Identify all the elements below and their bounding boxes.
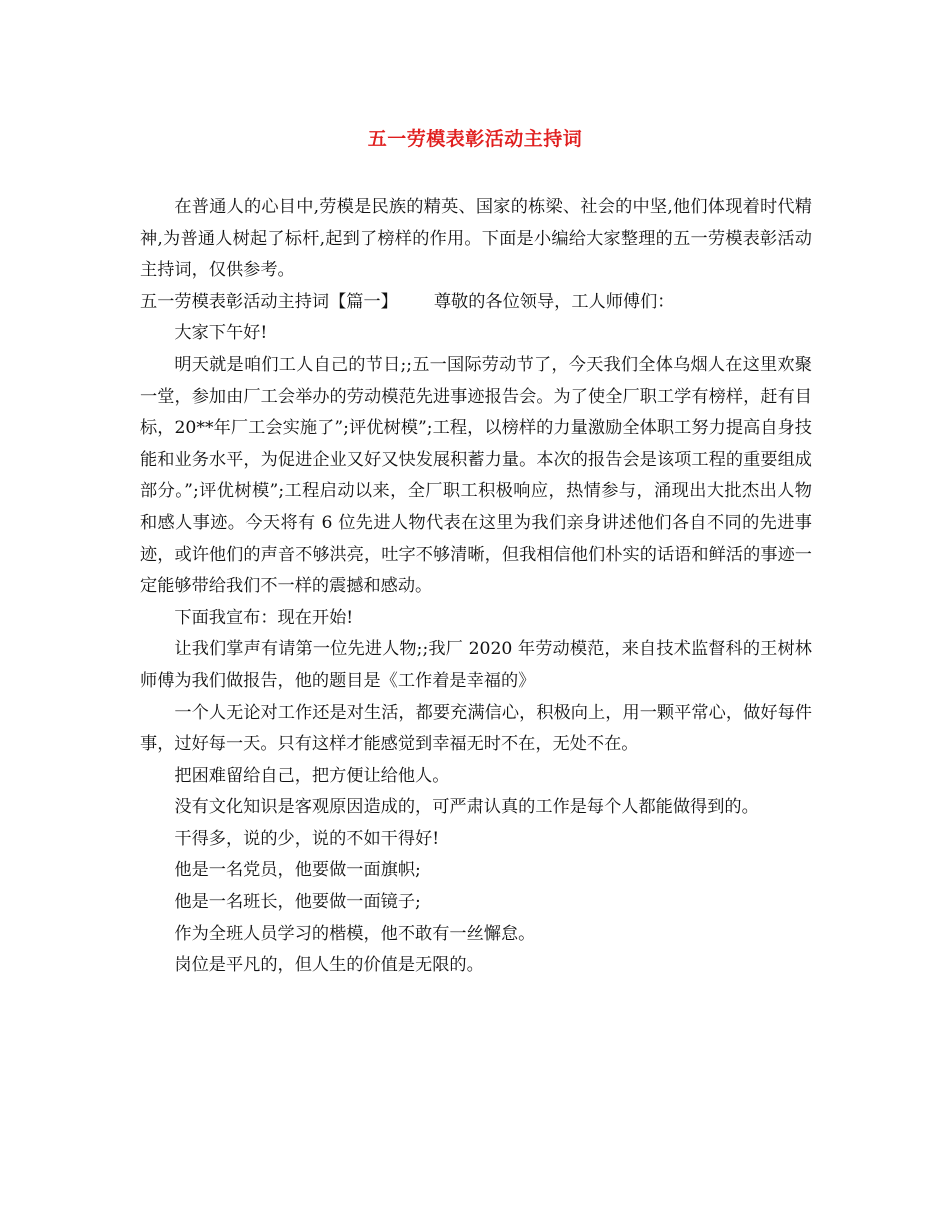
body-paragraph: 让我们掌声有请第一位先进人物;;我厂 2020 年劳动模范，来自技术监督科的王树林师傅为我们做报告，他的题目是《工作着是幸福的》 [140, 639, 812, 691]
document-body [140, 192, 812, 982]
body-paragraph: 一个人无论对工作还是对生活，都要充满信心，积极向上，用一颗平常心，做好每件事，过好每一天。只有这样才能感觉到幸福无时不在，无处不在。 [140, 702, 812, 755]
intro-paragraph: 在普通人的心目中,劳模是民族的精英、国家的栋梁、社会的中坚,他们体现着时代精神,为普通人树起了标杆,起到了榜样的作用。下面是小编给大家整理的五一劳模表彰活动主持词，仅供参考。 [140, 197, 812, 281]
body-paragraph: 他是一名班长，他要做一面镜子; [174, 892, 421, 913]
body-paragraph: 岗位是平凡的，但人生的价值是无限的。 [174, 955, 484, 976]
body-paragraph: 作为全班人员学习的楷模，他不敢有一丝懈怠。 [174, 923, 536, 944]
body-paragraph: 没有文化知识是客观原因造成的，可严肃认真的工作是每个人都能做得到的。 [174, 797, 759, 818]
body-paragraph: 把困难留给自己，把方便让给他人。 [174, 765, 450, 786]
greeting-paragraph: 大家下午好! [174, 323, 268, 344]
body-paragraph: 干得多，说的少，说的不如干得好! [174, 828, 440, 849]
section-heading-line [140, 287, 812, 319]
section-heading: 五一劳模表彰活动主持词【篇一】 [140, 291, 398, 312]
body-paragraph: 下面我宣布：现在开始! [174, 607, 354, 628]
body-paragraph: 明天就是咱们工人自己的节日;;五一国际劳动节了，今天我们全体乌烟人在这里欢聚一堂，参加由厂工会举办的劳动模范先进事迹报告会。为了使全厂职工学有榜样，赶有目标，20**年厂工会实施了”;评优树模”;工程，以榜样的力量激励全体职工努力提高自身技能和业务水平，为促进企业又好又快发展积蓄力量。本次的报告会是该项工程的重要组成部分。”;评优树模”;工程启动以来，全厂职工积极响应，热情参与，涌现出大批杰出人物和感人事迹。今天将有 6 位先进人物代表在这里为我们亲身讲述他们各自不同的先进事迹，或许他们的声音不够洪亮，吐字不够清晰，但我相信他们朴实的话语和鲜活的事迹一定能够带给我们不一样的震撼和感动。 [140, 354, 812, 597]
salutation: 尊敬的各位领导，工人师傅们： [433, 291, 675, 312]
body-paragraph: 他是一名党员，他要做一面旗帜; [174, 860, 421, 881]
document-title: 五一劳模表彰活动主持词 [367, 128, 583, 150]
